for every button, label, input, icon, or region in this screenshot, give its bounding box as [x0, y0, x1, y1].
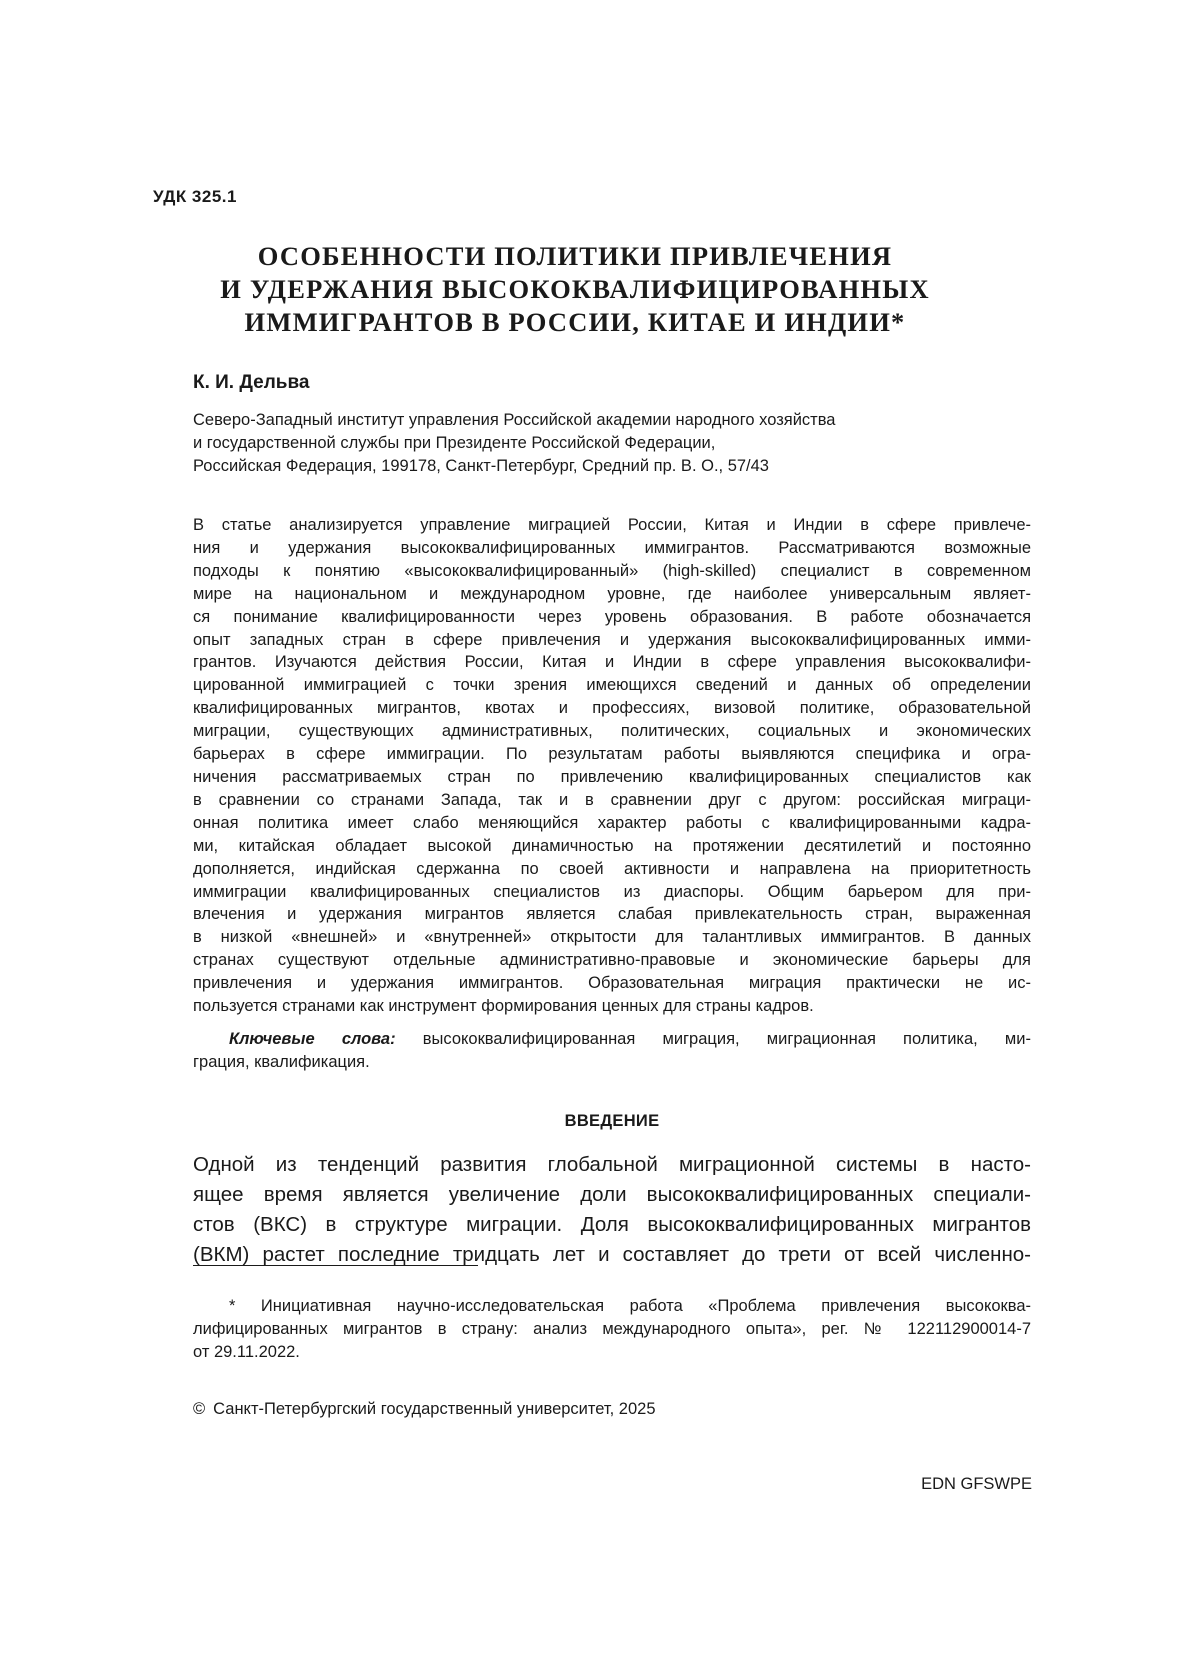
abstract-line: иммиграции квалифицированных специалистов из диаспоры. Общим барьером для при-: [193, 882, 1031, 901]
abstract-line: ния и удержания высококвалифицированных иммигрантов. Рассматриваются возможные: [193, 538, 1031, 557]
udk-code: УДК 325.1: [153, 187, 237, 206]
abstract-line: ничения рассматриваемых стран по привлечению квалифицированных специалистов как: [193, 767, 1031, 786]
abstract-line: мире на национальном и международном уровне, где наиболее универсальным являет-: [193, 584, 1031, 603]
intro-line: (ВКМ) растет последние тридцать лет и составляет до трети от всей численно-: [193, 1243, 1031, 1266]
abstract-line: в низкой «внешней» и «внутренней» открытости для талантливых иммигрантов. В данных: [193, 928, 1031, 947]
keywords-text: высококвалифицированная миграция, миграционная политика, ми-: [395, 1030, 1031, 1048]
abstract-line: в сравнении со странами Запада, так и в сравнении друг с другом: российская миграци-: [193, 790, 1031, 809]
footnote-line: лифицированных мигрантов в страну: анализ международного опыта», рег. № 122112900014-7: [193, 1320, 1031, 1338]
abstract-line: цированной иммиграцией с точки зрения имеющихся сведений и данных об определении: [193, 676, 1031, 695]
abstract-line: онная политика имеет слабо меняющийся характер работы с квалифицированными кадра-: [193, 813, 1031, 832]
copyright-icon: ©: [193, 1400, 206, 1418]
abstract-line: грантов. Изучаются действия России, Китая и Индии в сфере управления высококвалифи-: [193, 653, 1031, 672]
keywords-line: грация, квалификация.: [193, 1052, 370, 1071]
abstract-line: миграции, существующих административных, политических, социальных и экономических: [193, 722, 1031, 741]
title-line: ИММИГРАНТОВ В РОССИИ, КИТАЕ И ИНДИИ*: [244, 307, 906, 337]
article-title: [153, 240, 997, 339]
footnote: [193, 1295, 1031, 1364]
keywords-line: [193, 1028, 1031, 1051]
abstract-line: ми, китайская обладает высокой динамичностью на протяжении десятилетий и постоянно: [193, 836, 1031, 855]
affiliation: [193, 409, 1013, 478]
keywords: [193, 1028, 1031, 1074]
section-heading: ВВЕДЕНИЕ: [564, 1112, 660, 1130]
intro-paragraph: [193, 1150, 1031, 1270]
edn-code: EDN GFSWPE: [921, 1475, 1032, 1493]
affiliation-line: и государственной службы при Президенте Российской Федерации,: [193, 434, 716, 452]
affiliation-line: Северо-Западный институт управления Российской академии народного хозяйства: [193, 411, 836, 429]
footnote-divider: [193, 1265, 478, 1266]
keywords-label: Ключевые слова:: [229, 1030, 396, 1048]
footnote-line: * Инициативная научно-исследовательская работа «Проблема привлечения высококва-: [229, 1297, 1031, 1315]
abstract: [193, 514, 1031, 1018]
abstract-line: дополняется, индийская сдержанна по своей активности и направлена на приоритетность: [193, 859, 1031, 878]
abstract-line: барьерах в сфере иммиграции. По результатам работы выявляются специфика и огра-: [193, 745, 1031, 764]
copyright: [193, 1400, 656, 1419]
copyright-text: Санкт-Петербургский государственный университет, 2025: [213, 1400, 656, 1418]
abstract-line: привлечения и удержания иммигрантов. Образовательная миграция практически не ис-: [193, 974, 1031, 993]
intro-line: ящее время является увеличение доли высококвалифицированных специали-: [193, 1183, 1031, 1206]
author-name: К. И. Дельва: [193, 372, 310, 393]
title-line: И УДЕРЖАНИЯ ВЫСОКОКВАЛИФИЦИРОВАННЫХ: [220, 274, 930, 304]
abstract-line: опыт западных стран в сфере привлечения и удержания высококвалифицированных имми-: [193, 630, 1031, 649]
intro-line: Одной из тенденций развития глобальной миграционной системы в насто-: [193, 1153, 1031, 1176]
abstract-line: влечения и удержания мигрантов является слабая привлекательность стран, выраженная: [193, 905, 1031, 924]
abstract-line: ся понимание квалифицированности через уровень образования. В работе обозначается: [193, 607, 1031, 626]
abstract-line: подходы к понятию «высококвалифицированный» (high-skilled) специалист в современном: [193, 561, 1031, 580]
abstract-line: странах существуют отдельные административно-правовые и экономические барьеры для: [193, 951, 1031, 970]
abstract-line: В статье анализируется управление миграцией России, Китая и Индии в сфере привлече-: [193, 516, 1031, 534]
abstract-line: пользуется странами как инструмент формирования ценных для страны кадров.: [193, 997, 814, 1016]
abstract-line: квалифицированных мигрантов, квотах и профессиях, визовой политике, образовательной: [193, 699, 1031, 718]
affiliation-line: Российская Федерация, 199178, Санкт-Петербург, Средний пр. В. О., 57/43: [193, 457, 769, 475]
title-line: ОСОБЕННОСТИ ПОЛИТИКИ ПРИВЛЕЧЕНИЯ: [257, 241, 893, 271]
intro-line: стов (ВКС) в структуре миграции. Доля высококвалифицированных мигрантов: [193, 1213, 1031, 1236]
footnote-line: от 29.11.2022.: [193, 1343, 300, 1361]
